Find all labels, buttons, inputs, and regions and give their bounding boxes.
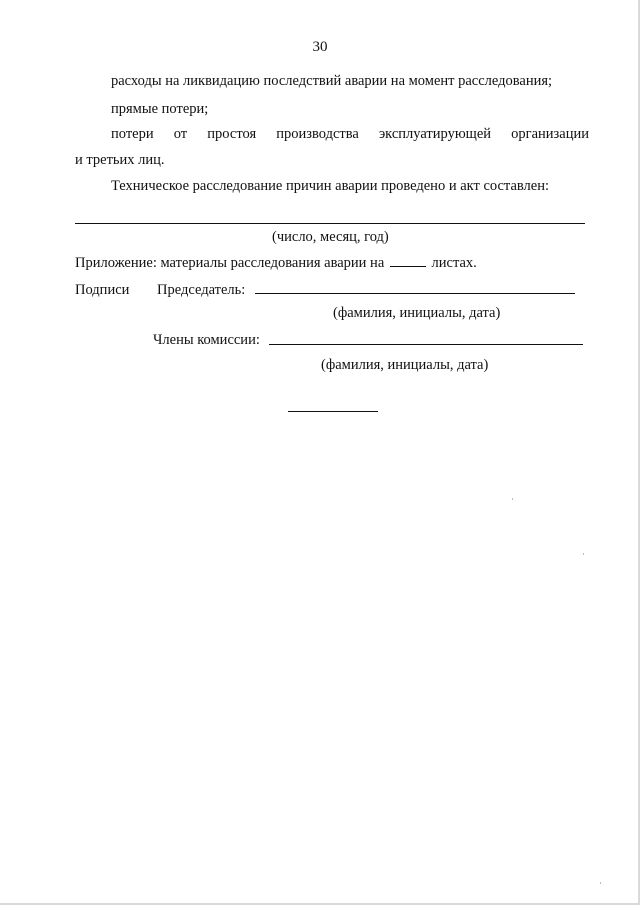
chairman-signature-line	[255, 293, 575, 294]
appendix-line	[75, 254, 477, 272]
downtime-word: потери	[111, 126, 154, 142]
appendix-text: Приложение: материалы расследования аварии на	[75, 255, 385, 271]
downtime-word: производства	[276, 126, 359, 142]
closing-separator-line	[288, 411, 378, 412]
sheet-count-blank	[390, 254, 426, 267]
downtime-losses-continuation: и третьих лиц.	[75, 152, 165, 168]
downtime-word: эксплуатирующей	[378, 126, 492, 142]
members-signature-line	[269, 344, 583, 345]
scan-speck	[512, 498, 513, 500]
direct-losses-line: прямые потери;	[111, 101, 209, 117]
downtime-losses-line	[111, 125, 589, 143]
downtime-word: от	[173, 126, 188, 142]
date-caption: (число, месяц, год)	[272, 229, 389, 245]
chairman-caption: (фамилия, инициалы, дата)	[333, 305, 501, 321]
signatures-label: Подписи	[75, 282, 130, 298]
commission-members-label: Члены комиссии:	[153, 332, 260, 348]
scan-speck	[583, 553, 584, 555]
page-number: 30	[312, 39, 328, 55]
downtime-word: простоя	[207, 126, 257, 142]
date-fill-line	[75, 223, 585, 224]
scan-speck	[600, 882, 601, 884]
members-caption: (фамилия, инициалы, дата)	[321, 357, 489, 373]
investigation-done-line: Техническое расследование причин аварии проведено и акт составлен:	[111, 178, 550, 194]
expenses-line: расходы на ликвидацию последствий аварии на момент расследования;	[111, 73, 553, 89]
appendix-sheets-word: листах.	[431, 255, 477, 271]
downtime-word: организации	[511, 126, 589, 142]
chairman-label: Председатель:	[157, 282, 246, 298]
